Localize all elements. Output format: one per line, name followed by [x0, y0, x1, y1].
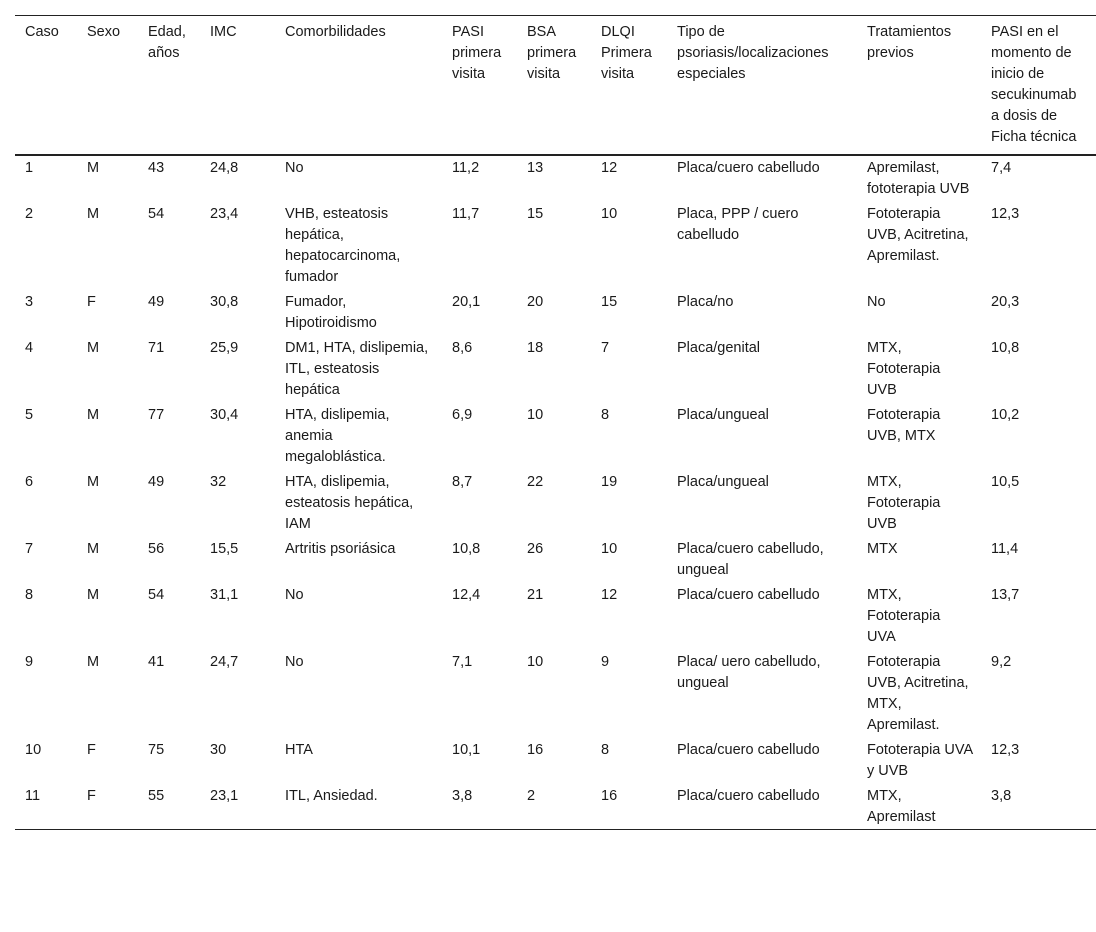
- table-body: [15, 155, 1096, 830]
- cell-dlqi: 16: [601, 788, 618, 804]
- cell-bsa: 13: [527, 160, 544, 176]
- table-row: [15, 469, 1096, 536]
- cell-dlqi: 12: [601, 587, 618, 603]
- cell-sexo: M: [87, 206, 100, 222]
- cell-caso: 3: [25, 294, 34, 310]
- table-row: [15, 335, 1096, 402]
- cell-tratamientos: Fototerapia UVB, Acitretina, Apremilast.: [867, 206, 969, 264]
- cell-pasi: 8,7: [452, 474, 473, 490]
- cell-sexo: F: [87, 788, 96, 804]
- cell-comorbilidades: HTA: [285, 742, 313, 758]
- cell-bsa: 21: [527, 587, 544, 603]
- cell-pasi: 20,1: [452, 294, 481, 310]
- table-row: [15, 582, 1096, 649]
- cell-sexo: M: [87, 160, 100, 176]
- table-header: [15, 16, 1096, 156]
- cell-edad: 77: [148, 407, 165, 423]
- cell-dlqi: 15: [601, 294, 618, 310]
- cell-dlqi: 10: [601, 206, 618, 222]
- cell-tratamientos: MTX: [867, 541, 898, 557]
- cell-sexo: F: [87, 742, 96, 758]
- cell-tipo-psoriasis: Placa/cuero cabelludo: [677, 587, 820, 603]
- cell-caso: 6: [25, 474, 34, 490]
- cell-pasi-secukinumab: 13,7: [991, 587, 1020, 603]
- cell-edad: 75: [148, 742, 165, 758]
- cell-comorbilidades: HTA, dislipemia, esteatosis hepática, IAM: [285, 474, 414, 532]
- cell-tratamientos: MTX, Apremilast: [867, 788, 936, 825]
- cell-tipo-psoriasis: Placa/cuero cabelludo, ungueal: [677, 541, 824, 578]
- cell-comorbilidades: HTA, dislipemia, anemia megaloblástica.: [285, 407, 390, 465]
- cell-caso: 10: [25, 742, 42, 758]
- cell-caso: 11: [25, 788, 41, 804]
- cell-tratamientos: No: [867, 294, 886, 310]
- cell-pasi: 10,8: [452, 541, 481, 557]
- cell-dlqi: 7: [601, 340, 610, 356]
- cell-pasi-secukinumab: 10,2: [991, 407, 1020, 423]
- table-row: [15, 155, 1096, 201]
- cell-imc: 24,8: [210, 160, 239, 176]
- cell-pasi: 10,1: [452, 742, 481, 758]
- cell-pasi: 11,2: [452, 160, 480, 176]
- table-row: [15, 402, 1096, 469]
- cell-bsa: 16: [527, 742, 544, 758]
- cell-bsa: 15: [527, 206, 544, 222]
- cell-imc: 30,4: [210, 407, 239, 423]
- cell-edad: 43: [148, 160, 165, 176]
- table-row: [15, 783, 1096, 830]
- cell-imc: 25,9: [210, 340, 239, 356]
- cell-dlqi: 19: [601, 474, 618, 490]
- cell-bsa: 20: [527, 294, 544, 310]
- cell-sexo: M: [87, 407, 100, 423]
- cell-caso: 7: [25, 541, 34, 557]
- cell-bsa: 22: [527, 474, 544, 490]
- cell-pasi: 12,4: [452, 587, 481, 603]
- cell-tratamientos: Apremilast, fototerapia UVB: [867, 160, 970, 197]
- cell-edad: 54: [148, 587, 165, 603]
- cell-sexo: M: [87, 541, 100, 557]
- header-bsa: BSA primera visita: [527, 24, 577, 82]
- cell-pasi-secukinumab: 12,3: [991, 742, 1020, 758]
- cell-imc: 32: [210, 474, 227, 490]
- header-pasi-secukinumab: PASI en el momento de inicio de secukinumab a dosis de Ficha técnica: [991, 24, 1077, 145]
- table-row: [15, 201, 1096, 289]
- cell-pasi-secukinumab: 12,3: [991, 206, 1020, 222]
- cell-dlqi: 9: [601, 654, 610, 670]
- cell-edad: 49: [148, 474, 165, 490]
- cell-tipo-psoriasis: Placa/no: [677, 294, 734, 310]
- cell-tipo-psoriasis: Placa/genital: [677, 340, 761, 356]
- cell-pasi-secukinumab: 3,8: [991, 788, 1012, 804]
- cell-pasi: 7,1: [452, 654, 473, 670]
- cell-sexo: M: [87, 340, 100, 356]
- cell-dlqi: 8: [601, 407, 610, 423]
- cell-dlqi: 10: [601, 541, 618, 557]
- cell-tipo-psoriasis: Placa/ungueal: [677, 407, 769, 423]
- cell-bsa: 18: [527, 340, 544, 356]
- cell-edad: 49: [148, 294, 165, 310]
- cell-caso: 2: [25, 206, 34, 222]
- cell-bsa: 2: [527, 788, 536, 804]
- cell-comorbilidades: ITL, Ansiedad.: [285, 788, 378, 804]
- header-imc: IMC: [210, 24, 237, 40]
- cell-tipo-psoriasis: Placa/ungueal: [677, 474, 769, 490]
- header-row: [15, 16, 1096, 156]
- cell-tipo-psoriasis: Placa, PPP / cuero cabelludo: [677, 206, 799, 243]
- header-caso: Caso: [25, 24, 59, 40]
- cell-dlqi: 8: [601, 742, 610, 758]
- cell-pasi-secukinumab: 7,4: [991, 160, 1012, 176]
- cell-edad: 54: [148, 206, 165, 222]
- cell-tipo-psoriasis: Placa/cuero cabelludo: [677, 160, 820, 176]
- header-tipo-psoriasis: Tipo de psoriasis/localizaciones especiales: [677, 24, 829, 82]
- cell-sexo: M: [87, 654, 100, 670]
- cell-imc: 23,4: [210, 206, 239, 222]
- cell-caso: 4: [25, 340, 34, 356]
- cell-sexo: F: [87, 294, 96, 310]
- cell-caso: 8: [25, 587, 34, 603]
- cell-comorbilidades: Artritis psoriásica: [285, 541, 396, 557]
- cell-comorbilidades: No: [285, 587, 304, 603]
- header-dlqi: DLQI Primera visita: [601, 24, 652, 82]
- cell-tratamientos: Fototerapia UVA y UVB: [867, 742, 973, 779]
- cell-pasi: 11,7: [452, 206, 480, 222]
- patients-table: [15, 15, 1096, 830]
- cell-imc: 24,7: [210, 654, 239, 670]
- cell-tipo-psoriasis: Placa/ uero cabelludo, ungueal: [677, 654, 821, 691]
- cell-edad: 55: [148, 788, 165, 804]
- cell-comorbilidades: VHB, esteatosis hepática, hepatocarcinoma, fumador: [285, 206, 401, 285]
- cell-dlqi: 12: [601, 160, 618, 176]
- table-row: [15, 649, 1096, 737]
- cell-caso: 1: [25, 160, 34, 176]
- table-row: [15, 536, 1096, 582]
- header-comorbilidades: Comorbilidades: [285, 24, 386, 40]
- table-row: [15, 289, 1096, 335]
- cell-comorbilidades: No: [285, 654, 304, 670]
- cell-sexo: M: [87, 474, 100, 490]
- cell-pasi-secukinumab: 10,8: [991, 340, 1020, 356]
- cell-sexo: M: [87, 587, 100, 603]
- cell-edad: 41: [148, 654, 165, 670]
- cell-imc: 30,8: [210, 294, 239, 310]
- cell-tratamientos: MTX, Fototerapia UVB: [867, 340, 941, 398]
- cell-edad: 56: [148, 541, 165, 557]
- cell-comorbilidades: No: [285, 160, 304, 176]
- cell-caso: 5: [25, 407, 34, 423]
- header-edad: Edad, años: [148, 24, 186, 61]
- cell-pasi-secukinumab: 9,2: [991, 654, 1012, 670]
- cell-caso: 9: [25, 654, 34, 670]
- cell-pasi-secukinumab: 20,3: [991, 294, 1020, 310]
- cell-imc: 30: [210, 742, 227, 758]
- cell-imc: 31,1: [210, 587, 239, 603]
- cell-comorbilidades: Fumador, Hipotiroidismo: [285, 294, 377, 331]
- cell-pasi: 6,9: [452, 407, 473, 423]
- cell-tratamientos: Fototerapia UVB, Acitretina, MTX, Apremilast.: [867, 654, 969, 733]
- cell-pasi-secukinumab: 10,5: [991, 474, 1020, 490]
- table-container: [15, 15, 1096, 830]
- cell-pasi: 8,6: [452, 340, 473, 356]
- table-row: [15, 737, 1096, 783]
- cell-bsa: 26: [527, 541, 544, 557]
- cell-bsa: 10: [527, 407, 544, 423]
- cell-tipo-psoriasis: Placa/cuero cabelludo: [677, 742, 820, 758]
- cell-imc: 15,5: [210, 541, 239, 557]
- cell-tipo-psoriasis: Placa/cuero cabelludo: [677, 788, 820, 804]
- header-sexo: Sexo: [87, 24, 121, 40]
- cell-pasi: 3,8: [452, 788, 473, 804]
- cell-edad: 71: [148, 340, 165, 356]
- header-pasi: PASI primera visita: [452, 24, 502, 82]
- cell-pasi-secukinumab: 11,4: [991, 541, 1019, 557]
- cell-bsa: 10: [527, 654, 544, 670]
- cell-comorbilidades: DM1, HTA, dislipemia, ITL, esteatosis hepática: [285, 340, 429, 398]
- header-tratamientos: Tratamientos previos: [867, 24, 952, 61]
- cell-tratamientos: MTX, Fototerapia UVA: [867, 587, 941, 645]
- cell-imc: 23,1: [210, 788, 239, 804]
- cell-tratamientos: Fototerapia UVB, MTX: [867, 407, 941, 444]
- cell-tratamientos: MTX, Fototerapia UVB: [867, 474, 941, 532]
